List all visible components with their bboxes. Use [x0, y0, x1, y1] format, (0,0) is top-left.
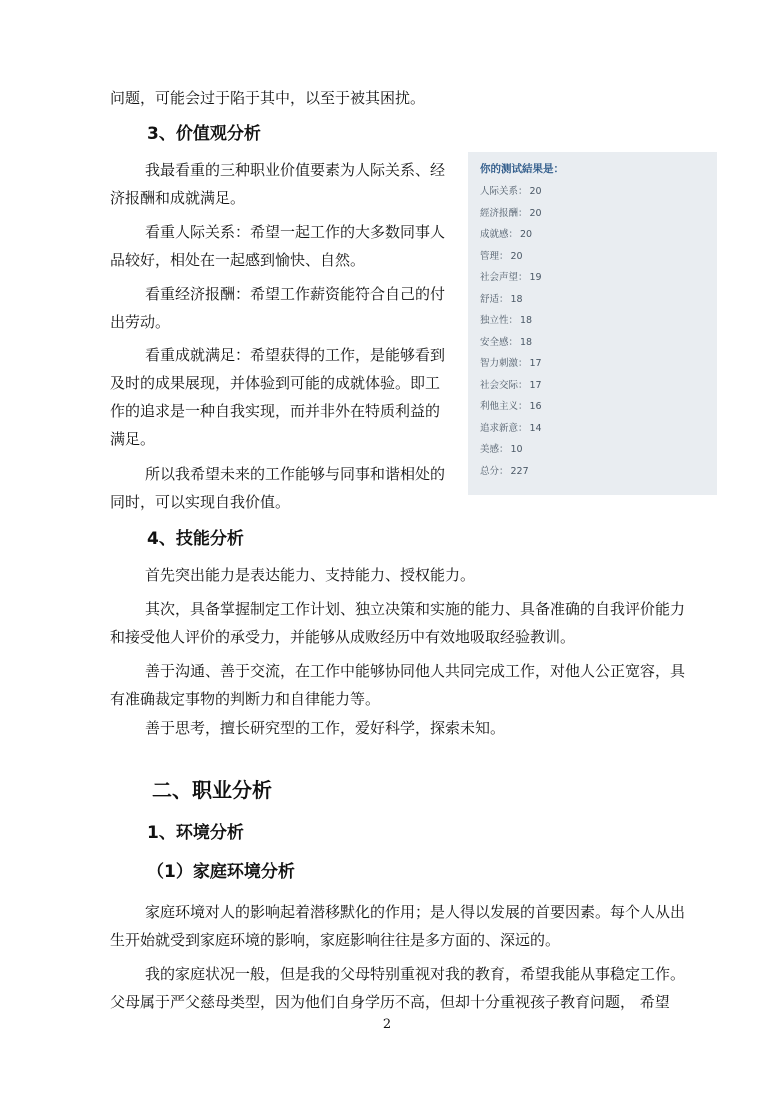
- skills-line: 善于思考，擅长研究型的工作，爱好科学，探索未知。: [145, 719, 506, 737]
- result-value: 17: [529, 358, 542, 369]
- result-label: 人际关系：: [480, 186, 528, 197]
- values-line: 看重经济报酬：希望工作薪资能符合自己的付: [145, 285, 446, 303]
- values-line: 同时，可以实现自我价值。: [110, 493, 291, 511]
- result-label: 社会声望：: [480, 272, 528, 283]
- chapter-heading-career: 二、职业分析: [152, 778, 272, 802]
- test-result-item: [480, 185, 705, 207]
- test-result-item: [480, 379, 705, 401]
- test-result-total: [480, 465, 705, 487]
- test-result-item: [480, 314, 705, 336]
- result-value: 227: [510, 465, 529, 477]
- result-label: 总分：: [480, 465, 509, 477]
- values-line: 及时的成果展现，并体验到可能的成就体验。即工: [110, 374, 441, 392]
- subheading-environment: 1、环境分析: [147, 823, 244, 843]
- test-result-item: [480, 293, 705, 315]
- values-line: 我最看重的三种职业价值要素为人际关系、经: [145, 161, 446, 179]
- section-heading-values: 3、价值观分析: [147, 124, 261, 144]
- result-value: 18: [520, 336, 533, 348]
- section-heading-skills: 4、技能分析: [147, 529, 244, 549]
- test-result-title: 你的测试結果是：: [480, 163, 564, 175]
- values-line: 济报酬和成就满足。: [110, 189, 246, 207]
- result-value: 18: [510, 293, 523, 305]
- result-label: 独立性：: [480, 315, 519, 326]
- test-result-item: [480, 400, 705, 422]
- skills-line: 其次，具备掌握制定工作计划、独立决策和实施的能力、具备准确的自我评价能力: [145, 600, 686, 618]
- skills-line: 首先突出能力是表达能力、支持能力、授权能力。: [145, 566, 476, 584]
- career-line: 父母属于严父慈母类型，因为他们自身学历不高，但却十分重视孩子教育问题， 希望: [110, 993, 670, 1011]
- result-label: 舒适：: [480, 293, 509, 305]
- result-label: 管理：: [480, 250, 509, 262]
- result-label: 社会交际：: [480, 379, 528, 391]
- values-line: 出劳动。: [110, 313, 171, 331]
- result-value: 17: [529, 379, 542, 391]
- values-line: 品较好，相处在一起感到愉快、自然。: [110, 251, 366, 269]
- result-value: 20: [529, 186, 542, 197]
- result-value: 20: [529, 207, 542, 219]
- subheading-family-environment: （1）家庭环境分析: [147, 862, 295, 882]
- result-value: 14: [529, 422, 542, 434]
- result-value: 20: [510, 250, 523, 262]
- values-line: 看重成就满足：希望获得的工作，是能够看到: [145, 346, 446, 364]
- test-result-list: [480, 185, 705, 486]
- test-result-item: [480, 271, 705, 293]
- result-label: 安全感：: [480, 336, 519, 348]
- result-value: 18: [520, 315, 533, 326]
- skills-line: 善于沟通、善于交流，在工作中能够协同他人共同完成工作，对他人公正宽容，具: [145, 662, 686, 680]
- test-result-item: [480, 228, 705, 250]
- test-result-panel: [468, 152, 717, 495]
- skills-line: 和接受他人评价的承受力，并能够从成败经历中有效地吸取经验教训。: [110, 628, 576, 646]
- result-label: 智力刺激：: [480, 358, 528, 369]
- result-label: 美感：: [480, 444, 509, 455]
- result-value: 16: [529, 401, 542, 412]
- test-result-item: [480, 207, 705, 229]
- intro-line: 问题，可能会过于陷于其中，以至于被其困扰。: [110, 89, 426, 107]
- values-line: 所以我希望未来的工作能够与同事和谐相处的: [145, 465, 446, 483]
- skills-line: 有准确裁定事物的判断力和自律能力等。: [110, 690, 381, 708]
- test-result-item: [480, 443, 705, 465]
- result-value: 19: [529, 272, 542, 283]
- test-result-item: [480, 250, 705, 272]
- values-line: 作的追求是一种自我实现，而并非外在特质利益的: [110, 402, 441, 420]
- result-label: 成就感：: [480, 229, 519, 240]
- career-line: 家庭环境对人的影响起着潜移默化的作用；是人得以发展的首要因素。每个人从出: [145, 903, 686, 921]
- result-label: 追求新意：: [480, 422, 528, 434]
- career-line: 我的家庭状况一般，但是我的父母特别重视对我的教育，希望我能从事稳定工作。: [145, 965, 686, 983]
- career-line: 生开始就受到家庭环境的影响，家庭影响往往是多方面的、深远的。: [110, 931, 561, 949]
- test-result-item: [480, 357, 705, 379]
- page-number: 2: [382, 1017, 392, 1032]
- values-line: 看重人际关系：希望一起工作的大多数同事人: [145, 223, 446, 241]
- test-result-item: [480, 422, 705, 444]
- result-label: 利他主义：: [480, 401, 528, 412]
- result-value: 20: [520, 229, 533, 240]
- values-line: 满足。: [110, 430, 156, 448]
- test-result-item: [480, 336, 705, 358]
- result-value: 10: [510, 444, 523, 455]
- result-label: 經济报酬：: [480, 207, 528, 219]
